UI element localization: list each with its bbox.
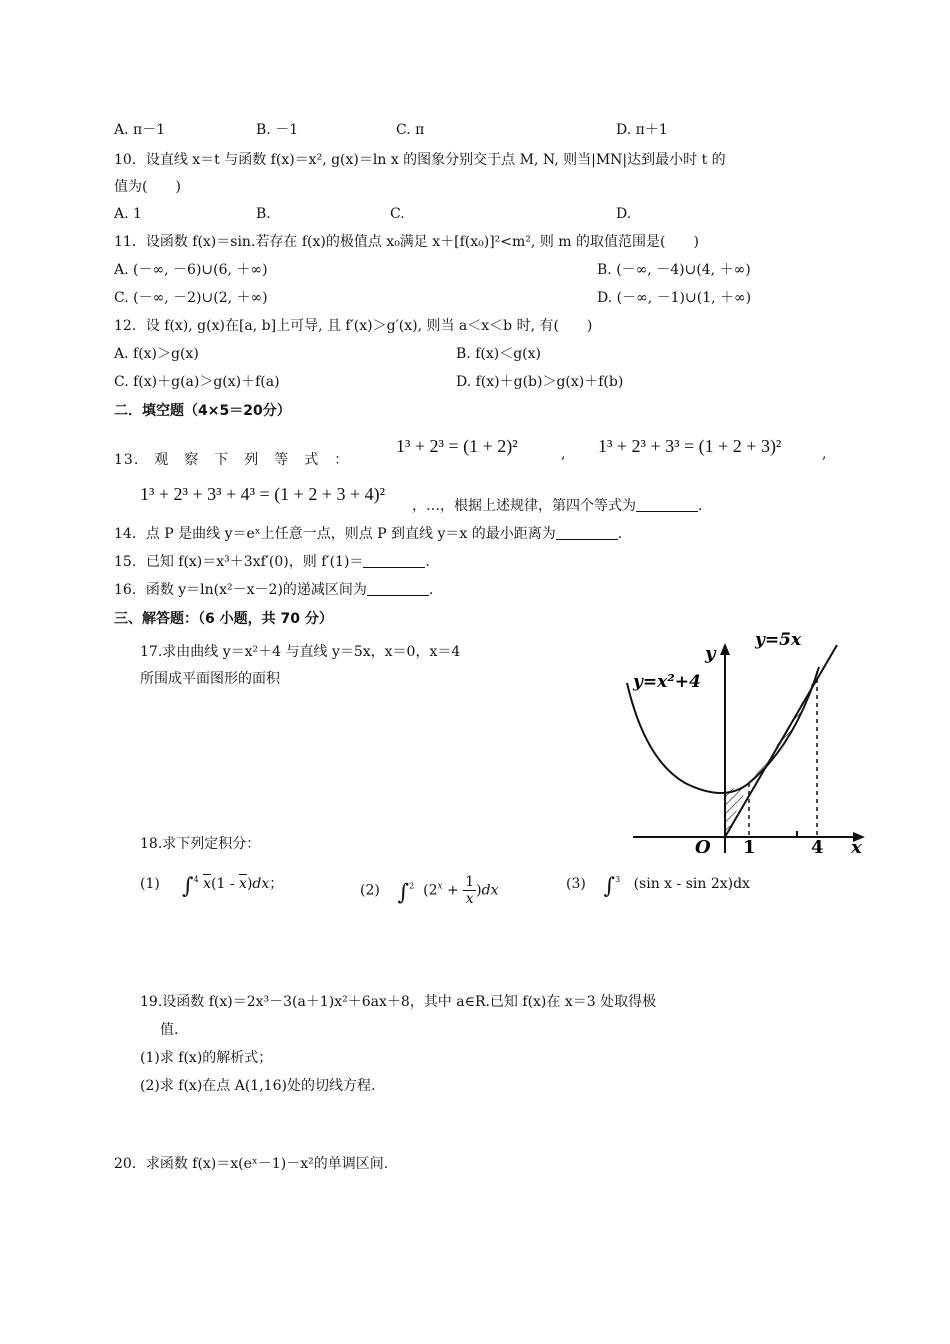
y-axis-arrow (720, 643, 730, 655)
q18-stem: 18.求下列定积分： (140, 836, 261, 852)
q15-answer-blank[interactable] (363, 553, 425, 568)
q19-line1: 19.设函数 f(x)＝2x³－3(a＋1)x²＋6ax＋8，其中 a∈R.已知 f(x)在 x＝3 处取得极 (140, 994, 657, 1010)
q15-text: 15．已知 f(x)＝x³＋3xf′(0)，则 f′(1)＝ . (114, 554, 430, 570)
label-line: y=5x (755, 630, 802, 650)
q11-stem: 11．设函数 f(x)＝sin.若存在 f(x)的极值点 x₀满足 x＋[f(x₀)]²<m², 则 m 的取值范围是( ) (114, 234, 699, 250)
q12-option-d: D. f(x)＋g(b)＞g(x)＋f(b) (456, 374, 624, 390)
q20-text: 20．求函数 f(x)＝x(eˣ－1)－x²的单调区间. (114, 1156, 389, 1172)
q10-option-a: A. 1 (114, 206, 142, 222)
q19-line2: 值. (160, 1022, 179, 1038)
q11-option-a: A. (－∞, －6)∪(6, ＋∞) (114, 262, 268, 278)
q10-stem-line2: 值为( ) (114, 179, 181, 195)
q14-answer-blank[interactable] (556, 525, 618, 540)
tick-label-4: 4 (811, 837, 824, 853)
q19-part2: (2)求 f(x)在点 A(1,16)处的切线方程. (140, 1078, 376, 1094)
q10-option-b: B. (256, 206, 271, 222)
q19-part1: (1)求 f(x)的解析式； (140, 1050, 273, 1066)
q9-option-c: C. π (396, 122, 425, 138)
q10-option-c: C. (390, 206, 405, 222)
q11-option-c: C. (－∞, －2)∪(2, ＋∞) (114, 290, 268, 306)
axis-label-x: x (851, 837, 862, 853)
q18-part3: (3) ∫$^3$ (sin x - sin 2x)dx (566, 874, 750, 899)
q9-option-a: A. π－1 (114, 122, 166, 138)
q10-option-d: D. (616, 206, 632, 222)
q13-equation-1: 1³ + 2³ = (1 + 2)² (396, 436, 518, 456)
q13-tail: ，…，根据上述规律，第四个等式为 . (412, 498, 703, 514)
q13-intro: 13. 观 察 下 列 等 式 ： (114, 452, 350, 468)
axis-label-y: y (705, 643, 716, 664)
origin-label: O (695, 837, 711, 853)
section-3-heading: 三、解答题：（6 小题，共 70 分） (114, 611, 333, 627)
q18-part1: (1) ∫$^4$ x(1 - x)dx； (140, 874, 284, 899)
q9-option-d: D. π＋1 (616, 122, 668, 138)
q16-answer-blank[interactable] (367, 581, 429, 596)
q13-answer-blank[interactable] (636, 497, 698, 512)
q13-comma-2: , (822, 446, 827, 462)
q12-option-c: C. f(x)＋g(a)＞g(x)＋f(a) (114, 374, 280, 390)
q14-text: 14．点 P 是曲线 y＝eˣ上任意一点，则点 P 到直线 y＝x 的最小距离为 . (114, 526, 623, 542)
q17-line1: 17.求由曲线 y＝x²＋4 与直线 y＝5x，x＝0，x＝4 (140, 644, 461, 660)
line-y-5x (725, 645, 837, 837)
q9-option-b: B. －1 (256, 122, 299, 138)
q12-option-b: B. f(x)＜g(x) (456, 346, 541, 362)
section-2-heading: 二．填空题（4×5＝20分） (114, 403, 291, 419)
q13-equation-2: 1³ + 2³ + 3³ = (1 + 2 + 3)² (598, 436, 782, 456)
q12-stem: 12．设 f(x), g(x)在[a, b]上可导, 且 f′(x)＞g′(x), 则当 a＜x＜b 时, 有( ) (114, 318, 593, 334)
q13-equation-3: 1³ + 2³ + 3³ + 4³ = (1 + 2 + 3 + 4)² (140, 484, 386, 504)
shaded-region-right (749, 673, 817, 783)
q11-option-b: B. (－∞, －4)∪(4, ＋∞) (597, 262, 751, 278)
q10-stem-line1: 10．设直线 x＝t 与函数 f(x)＝x², g(x)＝ln x 的图象分别交于点 M, N, 则当|MN|达到最小时 t 的 (114, 152, 726, 168)
tick-label-1: 1 (743, 837, 756, 853)
q13-comma-1: , (561, 446, 566, 462)
q17-line2: 所围成平面图形的面积 (140, 671, 280, 687)
q12-option-a: A. f(x)＞g(x) (114, 346, 199, 362)
label-curve: y=x²+4 (633, 672, 701, 692)
q16-text: 16．函数 y＝ln(x²－x－2)的递减区间为 . (114, 582, 434, 598)
q17-figure (625, 625, 875, 853)
q11-option-d: D. (－∞, －1)∪(1, ＋∞) (597, 290, 752, 306)
q18-part2: (2) ∫$^2$ ($2^x$ + $\frac{1}{x}$ )dx (360, 874, 499, 907)
